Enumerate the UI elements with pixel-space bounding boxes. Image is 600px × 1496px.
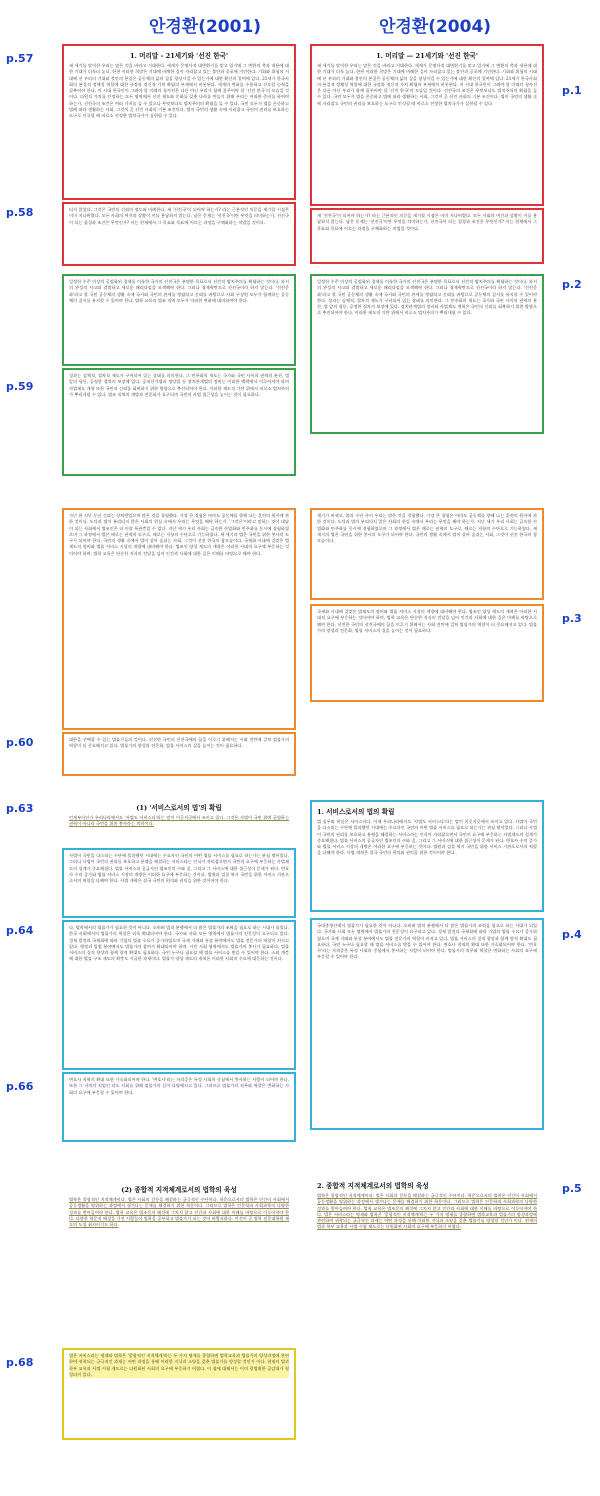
paragraph: 법은 서비스라는 명제와 법학은 '종합적인 지적체계'라는 두 가지 명제를 종합하면 법학교육과 법률가의 양성과정에 관련하여 귀착되는 궁극적인 과제는 어떤 과정을 통해 이러한 지식과 소양을 갖춘 법률가를 양성할 것인가 이다. 현재의 법과 학부 교육과 사법 시험 제도로는 다원화된 사회의 요구에 부응하기 어렵다. 이 점에 대해서는 이미 광범위한 공감대가 형성되어 있다. xyxy=(69,1353,289,1377)
paragraph: 새 세기를 맞이한 우리는 많은 것을 바라고 기대한다. 세계가 문명사적 대변환기를 맞고 있기에 그 변환의 축과 내용에 대한 기대가 더욱 높다. 한편 이러한 희망은 기대에 비례한 깊이 자리잡고 있는 불안과 공포에 기인한다. 기회와 위험의 시대에 선 우리의 기대와 불안의 본질은 공동체의 삶의 질을 향상시킬 수 있는가에 대한 확신의 결여에 있다. 21세기 한국사회의 본질적 정체성 역할에 대한 규정과 정신적 가치 확립의 부재에서 비롯된다. 이 시대 한국인이 그려야 할 미래의 청사진은 다른 아닌 우리가 함께 꿈꾸어야 할 '선진 한국'의 모습일 것이다. 선진국의 조건은 무엇보다도 법치주의의 확립을 들 수 있다. 국민 모두가 법을 존중하고 법에 따라 생활하는 사회, 그것이 곧 선진 사회의 기본 조건이다. 법이 국민의 생활 속에 자리잡고 국민의 권리를 보호하는 도구로 인식될 때 비로소 진정한 법치국가가 실현될 수 있다. xyxy=(317,63,537,106)
paragraph: 되지 않았다. 그것은 국민의 신뢰의 정도와 비례한다. 새 '선진국'이 되어야 하는가? 라는 근본적인 의문을 제기할 시점은 이미 지나버렸다. 모든 사회의 여건과 상황이 이를 용납하지 않는다. 남은 문제는 '선진국'이란 무엇을 의미하는가, 선진국이 되는 첩경과 조건은 무엇인가? 이는 현재에서 그 목표와 목표에 이르는 과정을 구체화하는 작업일 것이다. xyxy=(69,207,289,225)
paragraph: 가난 한 지난 동안 신뢰는 상처받았으며 많은 것을 경험했다. 가장 큰 경험은 아마도 공동체를 향해 나는 훈련의 원이에 관한 것이다. 도덕과 법이 분리되지 않은 사회의 현실 속에서 우리는 무엇을 해야 하는가. '그것은'이라고 말하는 것이 대답이 되는 사회에서 법조인은 더 이상 특권층일 수 없다. 지난 세기 우리 사회는 급속한 산업화와 민주화를 동시에 경험하였으며 그 과정에서 법은 때로는 권력의 도구로, 때로는 저항의 수단으로 기능하였다. 새 세기의 법은 국민을 위한 봉사의 도구가 되어야 한다. 국민의 생활 속에서 법이 살아 숨쉬는 사회, 그것이 선진 한국의 참모습이다. 국제화 시대에 걸맞은 법제도의 정비와 법률 서비스 시장의 개방에 대비해야 한다. 법조인 양성 제도의 개혁은 이러한 시대적 요구에 부응하는 것이어야 하며, 법학 교육은 단순한 지식의 전달을 넘어 인간과 사회에 대한 깊은 이해를 바탕으로 해야 한다. xyxy=(69,513,289,556)
paragraph: 사법이 국민을 다스리는 수단에 불과했던 시대에는 수요자인 국민의 어떤 법률 서비스를 필요로 하는가는 관심 밖이었다. 그러나 사법이 국민의 권리를 보호하고 분쟁을 해결하는 서비스라는 인식이 자리잡으면서 국민의 요구에 부응하는 사법제도의 설계가 중요해졌다. 법률 서비스의 공급자인 법조인의 수와 질, 그리고 그 서비스에 대한 접근성이 문제가 된다. 변호사 수의 증가와 법률 서비스 시장의 개방은 이러한 요구에 부응하는 것이다. 법원과 검찰 역시 국민을 위한 서비스 기관으로서의 역할을 다해야 한다. 사법 개혁은 결국 국민의 편의와 권익을 위한 것이어야 한다. xyxy=(69,853,289,884)
paragraph: 법학은 종합적인 지적체계이다. 법은 사회의 갈등을 해결하는 궁극적인 수단이다. 학문으로서의 법학은 인간이 사회에서 공동생활을 영위하는 과정에서 생겨나는 문제를 해결하기 위한 학문이다. 그러므로 법학은 인문학과 사회과학의 다양한 성과를 받아들여야 한다. 법학 교육은 법조문의 해석에 그치지 않고 인간과 사회에 대한 이해를 바탕으로 이루어져야 한다. 법은 서비스라는 명제와 법학은 '종합적인 지적체계'라는 두 가지 명제를 종합하면 법학교육과 법률가의 양성과정에 관련하여 귀착되는 궁극적인 과제는 어떤 과정을 통해 이러한 지식과 소양을 갖춘 법률가를 양성할 것인가 이다. 현재의 법과 학부 교육과 사법 시험 제도로는 다원화된 사회의 요구에 부응하기 어렵다. xyxy=(317,1193,537,1230)
section-heading: 2. 종합적 지적체계로서의 법학의 육성 xyxy=(317,1182,429,1190)
paragraph: 성과는 실체적, 절차적 제도가 구비되어 있는 상태를 의미한다. 그 민주화의 척도는 국가와 국민 사이의 권력의 분산, 법 앞의 평등, 공정한 절차의 보장에 있다. 공직선거법과 정당법 등 정치관계법의 정비는 이러한 맥락에서 이루어져야 하며 사법제도 개혁 또한 국민의 신뢰를 회복하기 위한 방향으로 추진되어야 한다. 이러한 제도적 기반 위에서 비로소 법치주의가 뿌리내릴 수 있다. 법조 직역의 개방과 전문화가 요구되며 국민의 사법 접근성을 높이는 것이 필요하다. xyxy=(69,373,289,397)
left-block-yellow xyxy=(62,1348,296,1440)
right-block-red-2 xyxy=(310,208,544,264)
paragraph: 법학은 종합적인 지적체계이다. 법은 사회의 갈등을 해결하는 궁극적인 수단이다. 학문으로서의 법학은 인간이 사회에서 공동생활을 영위하는 과정에서 생겨나는 문제를 해결하기 위한 학문이다. 그러므로 법학은 인문학과 사회과학의 다양한 성과를 받아들여야 한다. 법학 교육은 법조문의 해석에 그치지 않고 인간과 사회에 대한 이해를 바탕으로 이루어져야 한다. 다양한 학문적 배경을 가진 사람들이 법학을 공부하고 법률가가 되는 것이 바람직하다. 이것이 곧 법학 전문대학원 제도의 도입 취지이기도 하다. xyxy=(69,1197,289,1228)
section-heading: (1) '서비스로서의 법'의 확립 xyxy=(136,804,222,812)
right-block-cyan-1 xyxy=(310,800,544,912)
right-block-cyan-2 xyxy=(310,918,544,1130)
paragraph: 언제부터인가 우리나라에서도 '사법도 서비스다'라는 말이 이곳저곳에서 쓰이고 있다. 그것은 사법이 국민 위에 군림하는 권력이 아니라 국민을 위한 봉사라는 의미이다. xyxy=(69,815,289,827)
right-block-green xyxy=(310,274,544,434)
left-page-label: p.59 xyxy=(6,380,34,393)
section-heading: 1. 머리말 — 21세기와 '선진 한국' xyxy=(376,52,478,60)
section-heading: 1. 서비스로서의 법의 확립 xyxy=(317,808,395,816)
right-block-intro xyxy=(310,44,544,206)
left-block-orange-1 xyxy=(62,508,296,730)
left-block-p58 xyxy=(62,202,296,266)
paragraph: 다. 법학에서의 법률가가 필요한 것이 아니다. 오히려 법적 분쟁에서 더 많은 법률가의 조력을 필요로 하는 시대가 되었다. 한국 사회에서의 법률가의 역할은 더욱 확대되어야 한다. 국가와 사회 모든 영역에서 법률가의 전문성이 요구되고 있다. 경제 발전과 국제화에 따라 기업의 법률 수요가 증가하였으며 국제 거래와 통상 분야에서도 법률 전문가의 역할이 커지고 있다. 행정과 입법 분야에서도 법률가의 참여가 확대되어야 하며, 시민 사회 영역에서도 법률가의 봉사가 필요하다. 법률 서비스의 질적 향상과 함께 양적 확대도 필요하다. 국민 누구나 필요할 때 법률 서비스를 받을 수 있어야 한다. 소외 계층에 대한 법률 구조 제도의 확충도 시급한 과제이다. 법률가 양성 제도의 개혁은 이러한 사회적 수요에 대응하는 것이다. xyxy=(69,925,289,962)
left-block-legal-studies xyxy=(62,1178,296,1346)
paragraph: 국제화 시대에 걸맞은 법제도의 정비와 법률 서비스 시장의 개방에 대비해야 한다. 법조인 양성 제도의 개혁은 이러한 시대적 요구에 부응하는 것이어야 하며, 법학 교육은 단순한 지식의 전달을 넘어 인간과 사회에 대한 깊은 이해를 바탕으로 해야 한다. 선진한 국민의 선진국에의 꿈을 이루기 위해서는 사회 전반에 걸쳐 법률가의 역할이 더 중요해지고 있다. 법률가의 양성과 전문화, 법률 서비스의 질을 높이는 것이 필요하다. xyxy=(317,609,537,633)
left-page-label: p.58 xyxy=(6,206,34,219)
right-block-orange-2 xyxy=(310,604,544,702)
left-block-service-intro xyxy=(62,796,296,848)
left-block-orange-2 xyxy=(62,732,296,776)
paragraph: 세기가 바뀌고, 불과 수년 사이 우리는 많은 것을 경험했다. 가장 큰 경험은 아마도 공동체를 향해 나는 훈련의 원이에 관한 것이다. 도덕과 법이 분리되지 않은 사회의 현실 속에서 우리는 무엇을 해야 하는가. 지난 세기 우리 사회는 급속한 산업화와 민주화를 동시에 경험하였으며 그 과정에서 법은 때로는 권력의 도구로, 때로는 저항의 수단으로 기능하였다. 새 세기의 법은 국민을 위한 봉사의 도구가 되어야 한다. 국민의 생활 속에서 법이 살아 숨쉬는 사회, 그것이 선진 한국의 참모습이다. xyxy=(317,513,537,544)
right-column-title: 안경환(2004) xyxy=(378,17,492,37)
section-heading: 1. 머리말 - 21세기와 '선진 한국' xyxy=(129,52,228,60)
paragraph: 변호사 직역의 확대 또한 가속화되어야 한다. '변호사'라는 자격증은 특정 사회의 중심에서 봉사하는 사람이 되어야 한다. 또한 그 자격의 직업인 다도 사회를 위해 법률가의 길이 다양해지고 있다. 그러므로 법률가의 직무와 역할은 변화하는 사회의 요구에 부응할 수 있어야 한다. xyxy=(69,1077,289,1095)
left-block-cyan-3 xyxy=(62,1072,296,1142)
left-page-label: p.57 xyxy=(6,52,34,65)
section-heading: (2) 종합적 지적체계로서의 법학의 육성 xyxy=(121,1186,237,1194)
right-page-label: p.2 xyxy=(562,278,582,291)
left-page-label: p.64 xyxy=(6,924,34,937)
paragraph: 대한을 선택할 수 있는 법률가들의 것이다. 선진한 국민의 선진국에의 꿈을 이루기 위해서는 사회 전반에 걸쳐 법률가의 역할이 더 중요해지고 있다. 법률가의 양성과 전문화, 법률 서비스의 질을 높이는 것이 필요하다. xyxy=(69,737,289,749)
paragraph: 법 실무와 현실은 서비스이다. 이제 우리나라에서도 '사법도 서비스다'라는 말이 이곳저곳에서 쓰이고 있다. 사법이 국민을 다스리는 수단에 불과했던 시대에는 수요자인 국민의 어떤 법률 서비스를 필요로 하는가는 관심 밖이었다. 그러나 사법이 국민의 권리를 보호하고 분쟁을 해결하는 서비스라는 인식이 자리잡으면서 국민의 요구에 부응하는 사법제도의 설계가 중요해졌다. 법률 서비스의 공급자인 법조인의 수와 질, 그리고 그 서비스에 대한 접근성이 문제가 된다. 변호사 수의 증가와 법률 서비스 시장의 개방은 이러한 요구에 부응하는 것이다. 법원과 검찰 역시 국민을 위한 서비스 기관으로서의 역할을 다해야 한다. 사법 개혁은 결국 국민의 편의와 권익을 위한 것이어야 한다. xyxy=(317,819,537,856)
paragraph: 국내총생산에서 법률가가 필요한 것이 아니다. 오히려 법적 분쟁에서 더 많은 법률가의 조력을 필요로 하는 시대가 되었다. 국가와 사회 모든 영역에서 법률가의 전문성이 요구되고 있다. 경제 발전과 국제화에 따라 기업의 법률 수요가 증가하였으며 국제 거래와 통상 분야에서도 법률 전문가의 역할이 커지고 있다. 법률 서비스의 질적 향상과 함께 양적 확대도 필요하다. 국민 누구나 필요할 때 법률 서비스를 받을 수 있어야 한다. 변호사 직역의 확대 또한 가속화되어야 한다. '변호사'라는 자격증은 특정 사회의 중심에서 봉사하는 사람이 되어야 한다. 법률가의 직무와 역할은 변화하는 사회의 요구에 부응할 수 있어야 한다. xyxy=(317,923,537,960)
paragraph: 새 '선진국'이 되어야 하는가? 라는 근본적인 의문을 제기할 시점은 이미 지나버렸다. 모든 사회의 여건과 상황이 이를 용납하지 않는다. 남은 문제는 '선진국'이란 무엇을 의미하는가, 선진국이 되는 첩경과 조건은 무엇인가? 이는 현재에서 그 목표와 목표에 이르는 과정을 구체화하는 작업일 것이다. xyxy=(317,213,537,231)
paragraph: 일정한 수준 이상의 공업화된 경제를 이룩한 국가의 선진국은 분명한 목표로서 선진적 법치주의를 확립하는 것이다. 과거의 관성적 사고와 결별하고 새로운 패러다임을 모색해야 한다. 그러나 경제력만으로 선진국이라 하지 않는다. '선진문화'라고 할 국민 공동체의 생활 속에 국가와 국민의 관계를 정립하고 신뢰를 바탕으로 공동체의 질서를 유지할 수 있어야 한다. 성과는 실체적, 절차적 제도가 구비되어 있는 상태를 의미한다. 그 민주화의 척도는 국가와 국민 사이의 권력의 분산, 법 앞의 평등, 공정한 절차의 보장에 있다. 정치관계법의 정비와 사법제도 개혁은 국민의 신뢰를 회복하기 위한 방향으로 추진되어야 한다. 이러한 제도적 기반 위에서 비로소 법치주의가 뿌리내릴 수 있다. xyxy=(317,279,537,316)
left-page-label: p.63 xyxy=(6,802,34,815)
left-page-label: p.68 xyxy=(6,1356,34,1369)
left-block-intro xyxy=(62,44,296,200)
right-page-label: p.3 xyxy=(562,612,582,625)
right-block-legal-studies xyxy=(310,1174,544,1342)
left-page-label: p.60 xyxy=(6,736,34,749)
paragraph: 일정한 수준 이상의 공업화된 경제를 이룩한 국가의 선진국은 분명한 목표로서 선진적 법치주의를 확립하는 것이다. 과거의 관성적 사고와 결별하고 새로운 패러다임을 모색해야 한다. 그러나 경제력만으로 선진국이라 하지 않는다. '선진문화'라고 할 국민 공동체의 생활 속에 국가와 국민의 관계를 정립하고 신뢰를 바탕으로 사회 구성원 모두가 함께하는 공동체의 질서를 유지할 수 있어야 한다. 법학 교육과 법조 직역 모두가 이러한 변화에 대비하여야 한다. xyxy=(69,279,289,303)
right-page-label: p.5 xyxy=(562,1182,582,1195)
right-page-label: p.1 xyxy=(562,84,582,97)
left-page-label: p.66 xyxy=(6,1080,34,1093)
right-page-label: p.4 xyxy=(562,928,582,941)
left-column-title: 안경환(2001) xyxy=(148,17,262,37)
left-block-green-2 xyxy=(62,368,296,476)
left-block-green-1 xyxy=(62,274,296,366)
right-block-orange-1 xyxy=(310,508,544,600)
left-block-cyan-2 xyxy=(62,920,296,1070)
paragraph: 새 세기를 맞이한 우리는 많은 것을 바라고 기대한다. 세계가 문명사적 대변환기를 맞고 있기에 그 변환의 축과 내용에 대한 기대가 더욱더 높다. 한편 이러한 희망은 기대에 비례한 깊이 자리잡고 있는 불안과 공포에 기인한다. 기회와 위험의 시대에 선 우리의 기대와 불안의 본질은 공동체의 삶의 질을 향상시킬 수 있는가에 대한 확신의 결여에 있다. 21세기 한국사회의 본질적 정체성 역할에 대한 규정과 정신적 가치 확립의 부재에서 비롯된다. 세계의 변화를 수용하고 선도할 능력을 갖추어야 한다. 이 시대 한국인이 그려야 할 미래의 청사진은 다른 아닌 우리가 함께 꿈꾸어야 할 '선진 한국'의 모습일 것이다. 다원적 가치를 인정하는 모든 영역에서 선진 제도와 문화를 갖춘 나라를 만들기 위해 우리는 어떠한 준비를 하여야 하는가. 선진국의 조건은 여러 가지를 들 수 있으나 무엇보다도 법치주의의 확립을 들 수 있다. 국민 모두가 법을 존중하고 법에 따라 생활하는 사회, 그것이 곧 선진 사회의 기본 조건이다. 법이 국민의 생활 속에 자리잡고 국민의 권리를 보호하는 도구로 인식될 때 비로소 진정한 법치국가가 실현될 수 있다. xyxy=(69,63,289,119)
left-block-cyan-1 xyxy=(62,848,296,918)
